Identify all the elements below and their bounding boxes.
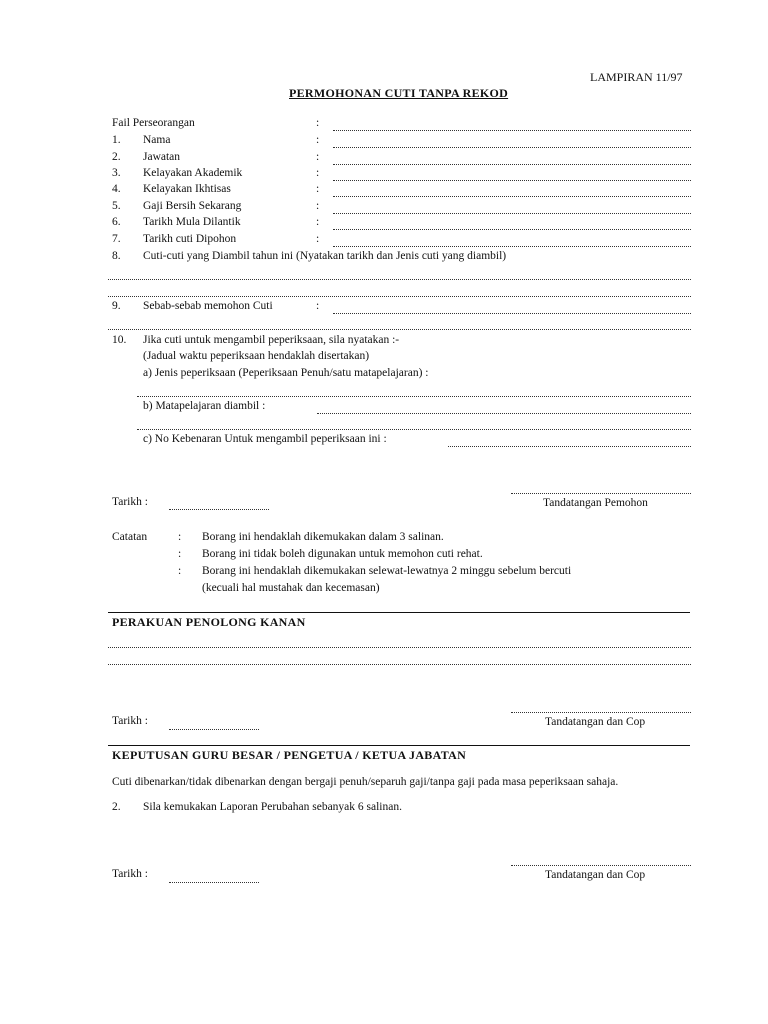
document-reference: LAMPIRAN 11/97 (590, 70, 683, 84)
assistant-signature-label: Tandatangan dan Cop (545, 716, 646, 728)
decision-statement: Cuti dibenarkan/tidak dibenarkan dengan bergaji penuh/separuh gaji/tanpa gaji pada masa peperiksaan sahaja. (112, 776, 619, 788)
decision-signature-label: Tandatangan dan Cop (545, 869, 646, 881)
item-number: 3. (112, 167, 121, 179)
assistant-date-field[interactable] (169, 729, 259, 730)
colon: : (316, 183, 320, 195)
item-number: 6. (112, 216, 121, 228)
assistant-remarks-line-1[interactable] (108, 647, 691, 648)
academic-qualification-label: Kelayakan Akademik (143, 167, 243, 179)
applicant-date-label: Tarikh : (112, 496, 148, 508)
subject-field[interactable] (317, 413, 691, 414)
item-number: 2. (112, 151, 121, 163)
academic-qualification-field[interactable] (333, 180, 691, 181)
colon: : (178, 548, 182, 560)
reason-field[interactable] (333, 313, 691, 314)
note-line: Borang ini hendaklah dikemukakan dalam 3 salinan. (202, 531, 444, 543)
colon: : (316, 151, 320, 163)
permission-number-field[interactable] (448, 446, 691, 447)
leave-taken-field-line-2[interactable] (108, 296, 691, 297)
file-field[interactable] (333, 130, 691, 131)
appointment-date-field[interactable] (333, 229, 691, 230)
item-number: 10. (112, 334, 127, 346)
applicant-signature-field[interactable] (511, 493, 691, 494)
exam-type-field[interactable] (137, 396, 691, 397)
decision-heading: KEPUTUSAN GURU BESAR / PENGETUA / KETUA JABATAN (112, 748, 467, 762)
leave-taken-field-line-1[interactable] (108, 279, 691, 280)
applicant-signature-label: Tandatangan Pemohon (543, 497, 648, 509)
item-number: 7. (112, 233, 121, 245)
leave-taken-label: Cuti-cuti yang Diambil tahun ini (Nyatakan tarikh dan Jenis cuti yang diambil) (143, 250, 507, 262)
assistant-date-label: Tarikh : (112, 715, 148, 727)
item-number: 1. (112, 134, 121, 146)
colon: : (316, 167, 320, 179)
exam-schedule-note: (Jadual waktu peperiksaan hendaklah disertakan) (143, 350, 370, 362)
name-field[interactable] (333, 147, 691, 148)
assistant-signature-field[interactable] (511, 712, 691, 713)
file-label: Fail Perseorangan (112, 117, 195, 129)
leave-date-label: Tarikh cuti Dipohon (143, 233, 237, 245)
exam-leave-label: Jika cuti untuk mengambil peperiksaan, sila nyatakan :- (143, 334, 400, 346)
note-line: Borang ini hendaklah dikemukakan selewat-lewatnya 2 minggu sebelum bercuti (202, 565, 572, 577)
change-report-note: Sila kemukakan Laporan Perubahan sebanyak 6 salinan. (143, 801, 402, 813)
colon: : (316, 216, 320, 228)
item-number: 2. (112, 801, 121, 813)
colon: : (178, 531, 182, 543)
section-divider (108, 745, 690, 746)
item-number: 9. (112, 300, 121, 312)
subject-field-line-2[interactable] (137, 429, 691, 430)
decision-date-label: Tarikh : (112, 868, 148, 880)
item-number: 4. (112, 183, 121, 195)
leave-date-field[interactable] (333, 246, 691, 247)
permission-number-label: c) No Kebenaran Untuk mengambil peperiksaan ini : (143, 433, 387, 445)
colon: : (178, 565, 182, 577)
reason-label: Sebab-sebab memohon Cuti (143, 300, 273, 312)
colon: : (316, 300, 320, 312)
colon: : (316, 200, 320, 212)
item-number: 8. (112, 250, 121, 262)
note-line: Borang ini tidak boleh digunakan untuk memohon cuti rehat. (202, 548, 483, 560)
salary-field[interactable] (333, 213, 691, 214)
subject-label: b) Matapelajaran diambil : (143, 400, 266, 412)
professional-qualification-label: Kelayakan Ikhtisas (143, 183, 231, 195)
colon: : (316, 233, 320, 245)
colon: : (316, 117, 320, 129)
name-label: Nama (143, 134, 171, 146)
section-divider (108, 612, 690, 613)
decision-signature-field[interactable] (511, 865, 691, 866)
form-title: PERMOHONAN CUTI TANPA REKOD (289, 86, 509, 100)
assistant-heading: PERAKUAN PENOLONG KANAN (112, 615, 306, 629)
assistant-remarks-line-2[interactable] (108, 664, 691, 665)
decision-date-field[interactable] (169, 882, 259, 883)
appointment-date-label: Tarikh Mula Dilantik (143, 216, 241, 228)
colon: : (316, 134, 320, 146)
reason-field-line-2[interactable] (108, 329, 691, 330)
exam-type-label: a) Jenis peperiksaan (Peperiksaan Penuh/satu matapelajaran) : (143, 367, 429, 379)
note-continuation: (kecuali hal mustahak dan kecemasan) (202, 582, 380, 594)
applicant-date-field[interactable] (169, 509, 269, 510)
position-field[interactable] (333, 164, 691, 165)
salary-label: Gaji Bersih Sekarang (143, 200, 242, 212)
professional-qualification-field[interactable] (333, 196, 691, 197)
position-label: Jawatan (143, 151, 181, 163)
item-number: 5. (112, 200, 121, 212)
notes-label: Catatan (112, 531, 148, 543)
